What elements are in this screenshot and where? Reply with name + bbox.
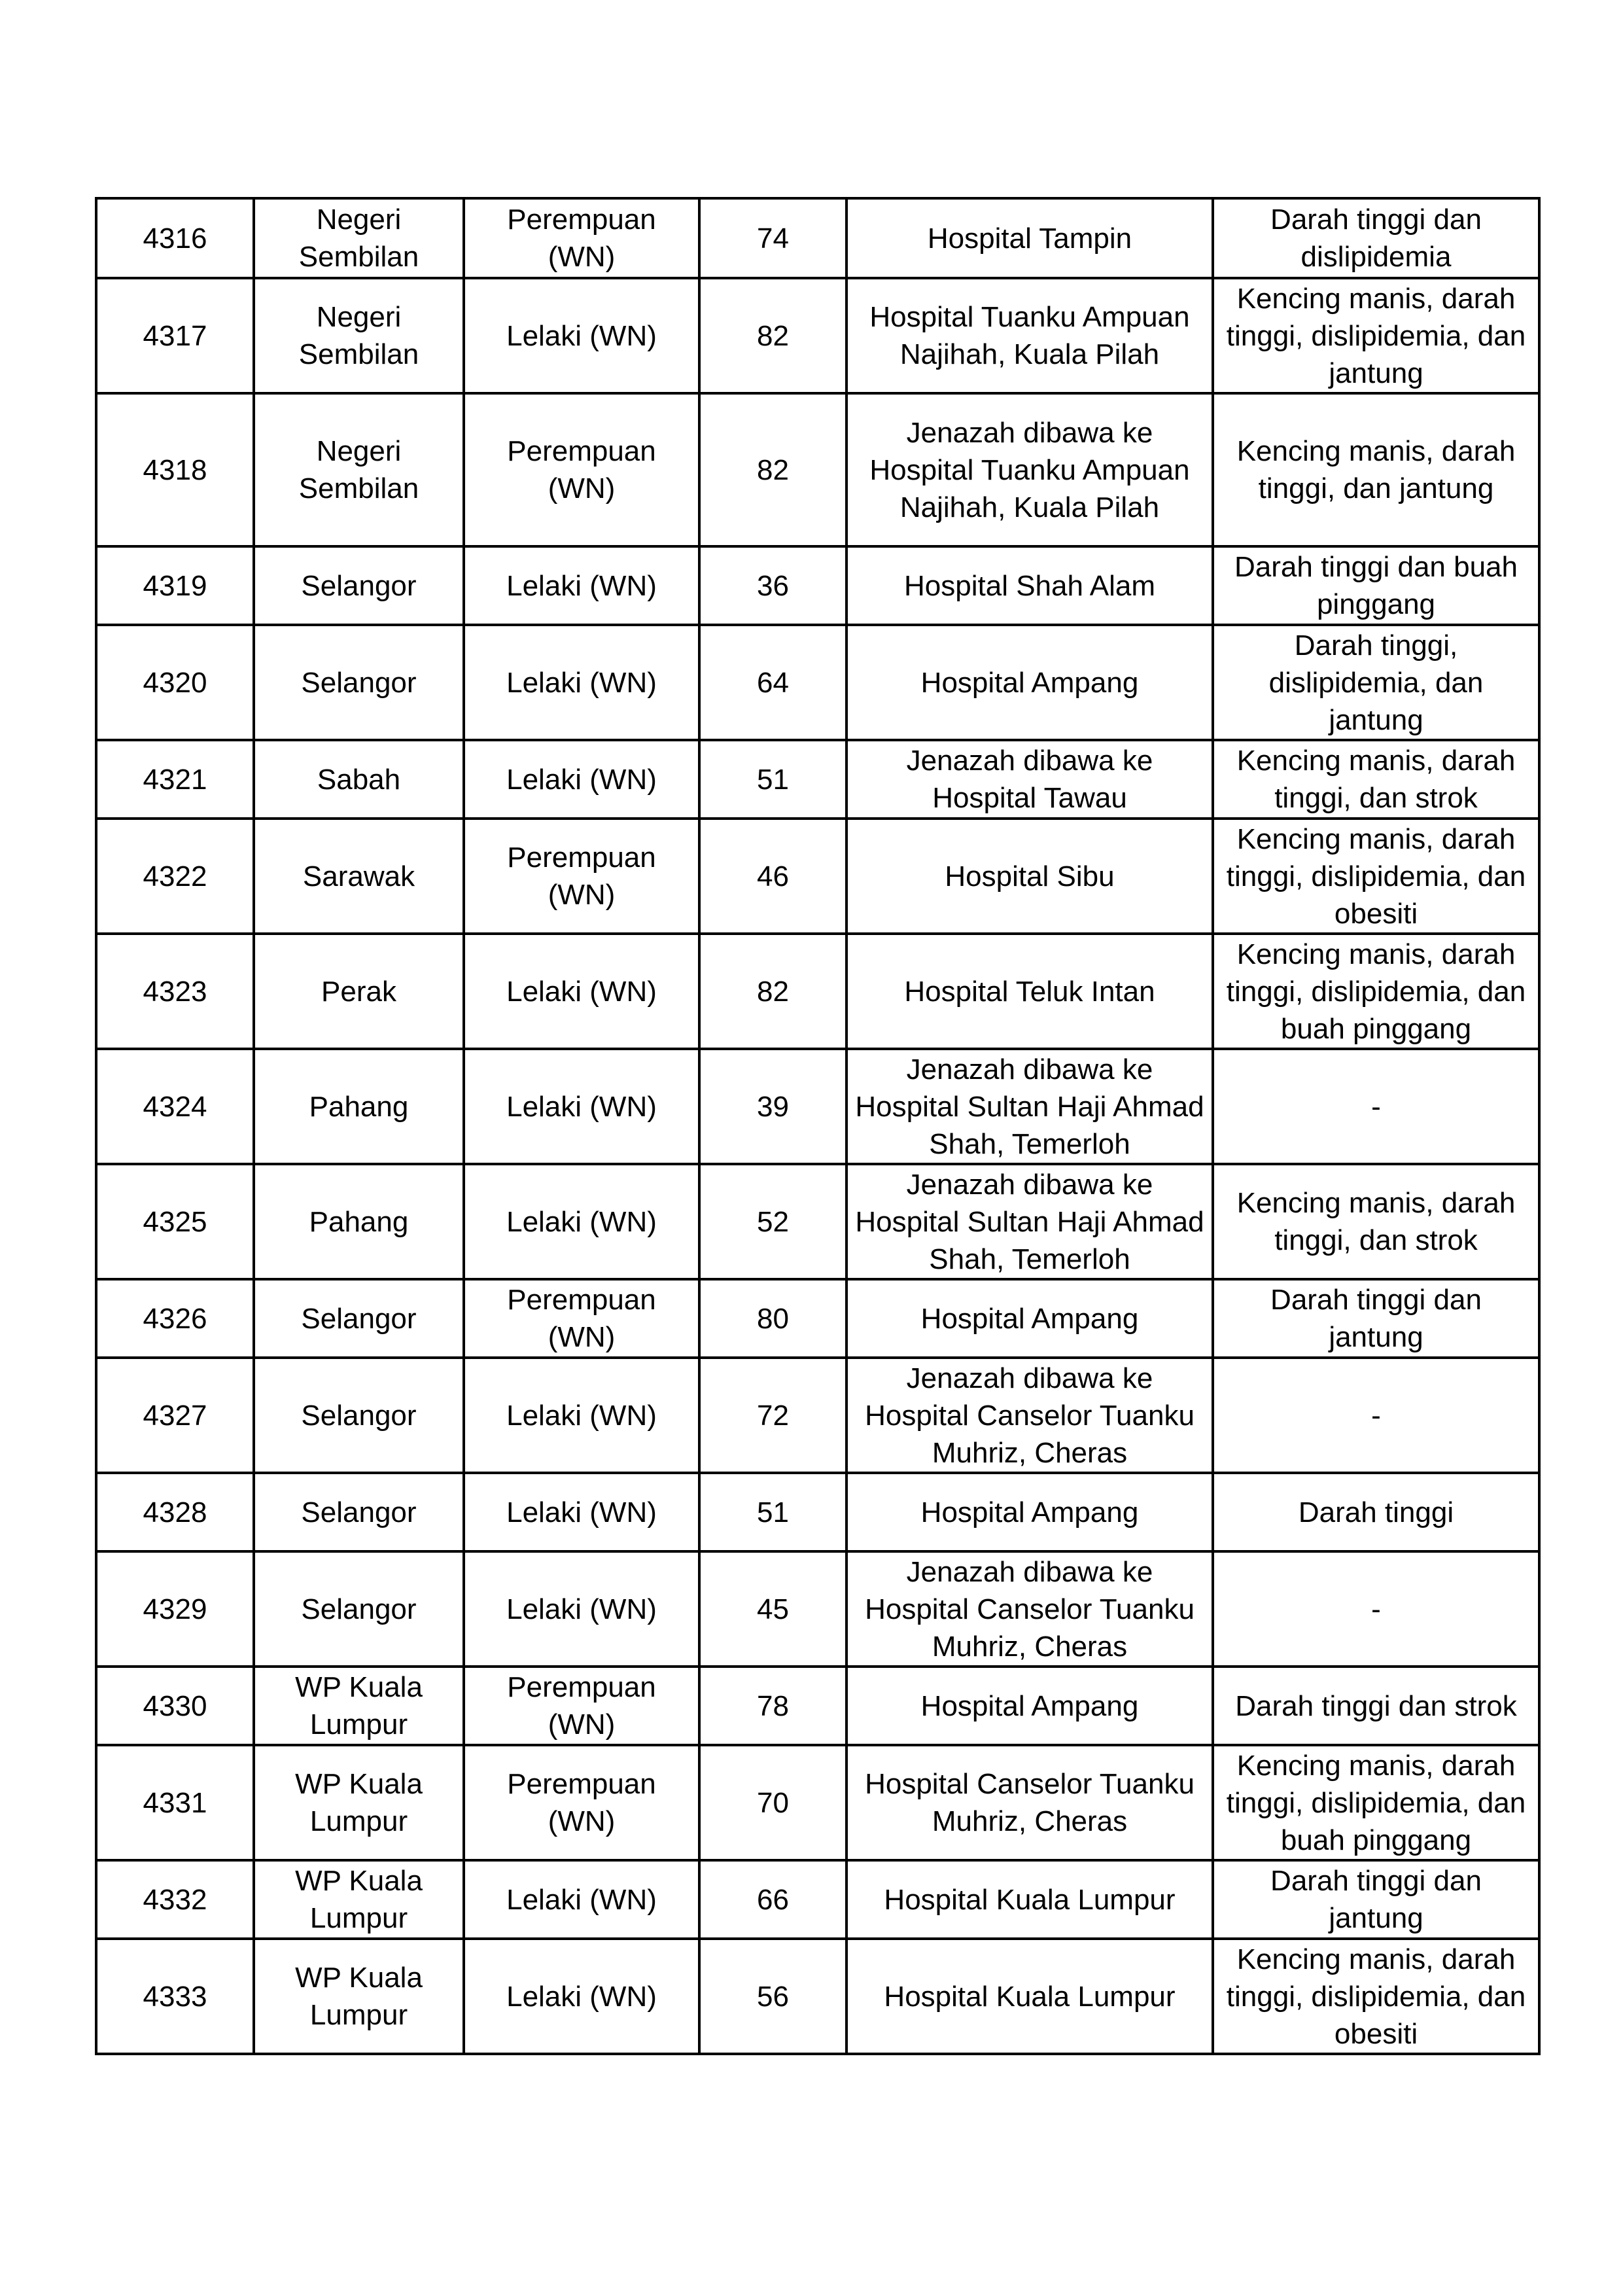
- state-cell: Negeri Sembilan: [254, 393, 464, 546]
- comorbidity-cell: Kencing manis, darah tinggi, dislipidemia, dan buah pinggang: [1213, 934, 1539, 1049]
- gender-cell: Perempuan (WN): [464, 819, 699, 934]
- table-row: [96, 625, 1539, 740]
- case-number-cell: 4328: [96, 1473, 254, 1551]
- hospital-cell: Jenazah dibawa ke Hospital Sultan Haji Ahmad Shah, Temerloh: [846, 1164, 1213, 1279]
- age-cell: 82: [699, 278, 846, 393]
- state-cell: WP Kuala Lumpur: [254, 1667, 464, 1745]
- table-row: [96, 278, 1539, 393]
- hospital-cell: Jenazah dibawa ke Hospital Canselor Tuanku Muhriz, Cheras: [846, 1551, 1213, 1667]
- state-cell: Pahang: [254, 1049, 464, 1164]
- comorbidity-cell: Kencing manis, darah tinggi, dan strok: [1213, 1164, 1539, 1279]
- case-number-cell: 4330: [96, 1667, 254, 1745]
- age-cell: 36: [699, 546, 846, 625]
- case-number-cell: 4318: [96, 393, 254, 546]
- hospital-cell: Hospital Canselor Tuanku Muhriz, Cheras: [846, 1745, 1213, 1860]
- case-number-cell: 4324: [96, 1049, 254, 1164]
- state-cell: Sarawak: [254, 819, 464, 934]
- table-row: [96, 740, 1539, 819]
- case-number-cell: 4317: [96, 278, 254, 393]
- table-row: [96, 1745, 1539, 1860]
- state-cell: Negeri Sembilan: [254, 278, 464, 393]
- state-cell: Pahang: [254, 1164, 464, 1279]
- case-number-cell: 4333: [96, 1939, 254, 2054]
- hospital-cell: Hospital Sibu: [846, 819, 1213, 934]
- comorbidity-cell: -: [1213, 1358, 1539, 1473]
- age-cell: 82: [699, 393, 846, 546]
- state-cell: Selangor: [254, 1551, 464, 1667]
- case-number-cell: 4326: [96, 1279, 254, 1358]
- state-cell: Selangor: [254, 546, 464, 625]
- age-cell: 74: [699, 198, 846, 278]
- hospital-cell: Hospital Ampang: [846, 625, 1213, 740]
- table-row: [96, 546, 1539, 625]
- gender-cell: Perempuan (WN): [464, 1279, 699, 1358]
- comorbidity-cell: Kencing manis, darah tinggi, dan strok: [1213, 740, 1539, 819]
- state-cell: Perak: [254, 934, 464, 1049]
- case-table-body: [96, 198, 1539, 2054]
- case-number-cell: 4331: [96, 1745, 254, 1860]
- case-number-cell: 4323: [96, 934, 254, 1049]
- case-number-cell: 4321: [96, 740, 254, 819]
- gender-cell: Perempuan (WN): [464, 393, 699, 546]
- age-cell: 78: [699, 1667, 846, 1745]
- case-number-cell: 4322: [96, 819, 254, 934]
- hospital-cell: Hospital Shah Alam: [846, 546, 1213, 625]
- hospital-cell: Hospital Tuanku Ampuan Najihah, Kuala Pilah: [846, 278, 1213, 393]
- comorbidity-cell: Darah tinggi dan jantung: [1213, 1279, 1539, 1358]
- case-table: [95, 197, 1541, 2055]
- age-cell: 82: [699, 934, 846, 1049]
- hospital-cell: Hospital Ampang: [846, 1473, 1213, 1551]
- case-number-cell: 4332: [96, 1860, 254, 1939]
- age-cell: 51: [699, 1473, 846, 1551]
- case-number-cell: 4327: [96, 1358, 254, 1473]
- age-cell: 52: [699, 1164, 846, 1279]
- state-cell: WP Kuala Lumpur: [254, 1939, 464, 2054]
- age-cell: 80: [699, 1279, 846, 1358]
- gender-cell: Lelaki (WN): [464, 934, 699, 1049]
- table-row: [96, 1860, 1539, 1939]
- gender-cell: Lelaki (WN): [464, 1164, 699, 1279]
- gender-cell: Perempuan (WN): [464, 1667, 699, 1745]
- comorbidity-cell: Darah tinggi dan buah pinggang: [1213, 546, 1539, 625]
- state-cell: Selangor: [254, 1279, 464, 1358]
- table-row: [96, 1279, 1539, 1358]
- comorbidity-cell: Kencing manis, darah tinggi, dan jantung: [1213, 393, 1539, 546]
- comorbidity-cell: Darah tinggi dan strok: [1213, 1667, 1539, 1745]
- table-row: [96, 1358, 1539, 1473]
- table-row: [96, 934, 1539, 1049]
- state-cell: Selangor: [254, 1473, 464, 1551]
- comorbidity-cell: -: [1213, 1551, 1539, 1667]
- state-cell: Selangor: [254, 625, 464, 740]
- comorbidity-cell: Darah tinggi: [1213, 1473, 1539, 1551]
- state-cell: Sabah: [254, 740, 464, 819]
- table-row: [96, 819, 1539, 934]
- table-row: [96, 1049, 1539, 1164]
- state-cell: Negeri Sembilan: [254, 198, 464, 278]
- gender-cell: Lelaki (WN): [464, 1939, 699, 2054]
- case-number-cell: 4325: [96, 1164, 254, 1279]
- age-cell: 70: [699, 1745, 846, 1860]
- comorbidity-cell: Darah tinggi dan dislipidemia: [1213, 198, 1539, 278]
- gender-cell: Lelaki (WN): [464, 1049, 699, 1164]
- table-row: [96, 1667, 1539, 1745]
- gender-cell: Lelaki (WN): [464, 1551, 699, 1667]
- hospital-cell: Hospital Kuala Lumpur: [846, 1939, 1213, 2054]
- state-cell: WP Kuala Lumpur: [254, 1745, 464, 1860]
- gender-cell: Perempuan (WN): [464, 198, 699, 278]
- comorbidity-cell: Darah tinggi dan jantung: [1213, 1860, 1539, 1939]
- table-row: [96, 1473, 1539, 1551]
- age-cell: 46: [699, 819, 846, 934]
- hospital-cell: Jenazah dibawa ke Hospital Tuanku Ampuan Najihah, Kuala Pilah: [846, 393, 1213, 546]
- hospital-cell: Hospital Tampin: [846, 198, 1213, 278]
- hospital-cell: Hospital Kuala Lumpur: [846, 1860, 1213, 1939]
- comorbidity-cell: Kencing manis, darah tinggi, dislipidemia, dan buah pinggang: [1213, 1745, 1539, 1860]
- age-cell: 45: [699, 1551, 846, 1667]
- age-cell: 56: [699, 1939, 846, 2054]
- age-cell: 66: [699, 1860, 846, 1939]
- hospital-cell: Hospital Teluk Intan: [846, 934, 1213, 1049]
- hospital-cell: Jenazah dibawa ke Hospital Tawau: [846, 740, 1213, 819]
- table-row: [96, 1939, 1539, 2054]
- hospital-cell: Hospital Ampang: [846, 1667, 1213, 1745]
- comorbidity-cell: -: [1213, 1049, 1539, 1164]
- comorbidity-cell: Kencing manis, darah tinggi, dislipidemia, dan jantung: [1213, 278, 1539, 393]
- case-number-cell: 4320: [96, 625, 254, 740]
- table-row: [96, 1164, 1539, 1279]
- state-cell: WP Kuala Lumpur: [254, 1860, 464, 1939]
- table-row: [96, 1551, 1539, 1667]
- gender-cell: Lelaki (WN): [464, 1860, 699, 1939]
- hospital-cell: Jenazah dibawa ke Hospital Canselor Tuanku Muhriz, Cheras: [846, 1358, 1213, 1473]
- age-cell: 64: [699, 625, 846, 740]
- gender-cell: Lelaki (WN): [464, 625, 699, 740]
- case-number-cell: 4316: [96, 198, 254, 278]
- age-cell: 39: [699, 1049, 846, 1164]
- comorbidity-cell: Darah tinggi, dislipidemia, dan jantung: [1213, 625, 1539, 740]
- comorbidity-cell: Kencing manis, darah tinggi, dislipidemia, dan obesiti: [1213, 1939, 1539, 2054]
- gender-cell: Perempuan (WN): [464, 1745, 699, 1860]
- gender-cell: Lelaki (WN): [464, 546, 699, 625]
- case-number-cell: 4319: [96, 546, 254, 625]
- comorbidity-cell: Kencing manis, darah tinggi, dislipidemia, dan obesiti: [1213, 819, 1539, 934]
- state-cell: Selangor: [254, 1358, 464, 1473]
- gender-cell: Lelaki (WN): [464, 278, 699, 393]
- hospital-cell: Jenazah dibawa ke Hospital Sultan Haji Ahmad Shah, Temerloh: [846, 1049, 1213, 1164]
- age-cell: 51: [699, 740, 846, 819]
- gender-cell: Lelaki (WN): [464, 1473, 699, 1551]
- hospital-cell: Hospital Ampang: [846, 1279, 1213, 1358]
- table-row: [96, 393, 1539, 546]
- age-cell: 72: [699, 1358, 846, 1473]
- case-number-cell: 4329: [96, 1551, 254, 1667]
- gender-cell: Lelaki (WN): [464, 740, 699, 819]
- gender-cell: Lelaki (WN): [464, 1358, 699, 1473]
- table-row: [96, 198, 1539, 278]
